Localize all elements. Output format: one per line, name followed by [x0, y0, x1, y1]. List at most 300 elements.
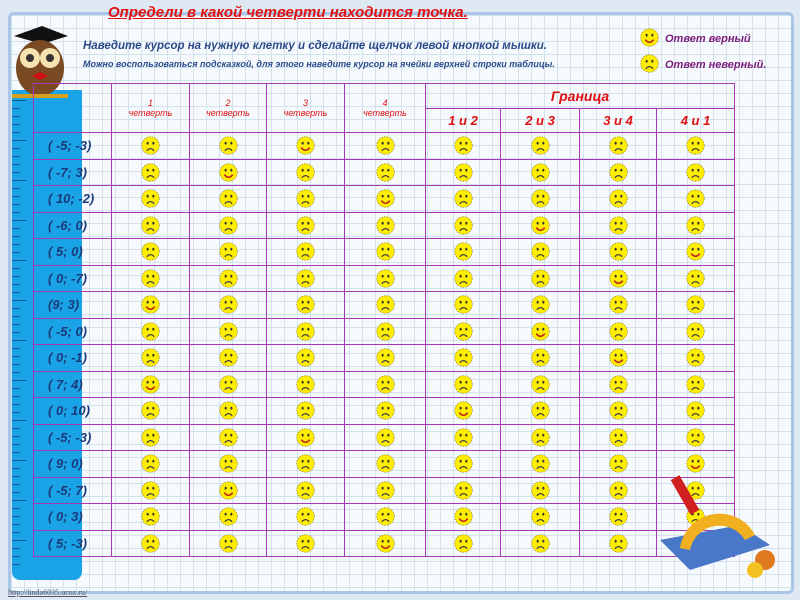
answer-cell[interactable]	[426, 424, 501, 451]
sad-smiley-icon	[296, 375, 315, 394]
answer-cell[interactable]	[426, 133, 501, 160]
answer-cell[interactable]	[501, 477, 580, 504]
happy-smiley-icon	[531, 216, 550, 235]
sad-smiley-icon	[296, 348, 315, 367]
sad-smiley-icon	[454, 136, 473, 155]
sad-smiley-icon	[686, 189, 705, 208]
happy-smiley-icon	[219, 481, 238, 500]
answer-cell[interactable]	[580, 424, 657, 451]
answer-cell[interactable]	[501, 398, 580, 425]
answer-cell[interactable]	[190, 133, 267, 160]
happy-smiley-icon	[296, 136, 315, 155]
answer-cell[interactable]	[112, 239, 190, 266]
answer-cell[interactable]	[580, 371, 657, 398]
ruler-tick	[12, 556, 20, 557]
answer-cell[interactable]	[426, 239, 501, 266]
answer-cell[interactable]	[426, 212, 501, 239]
sad-smiley-icon	[296, 242, 315, 261]
answer-cell[interactable]	[657, 133, 735, 160]
answer-cell[interactable]	[580, 318, 657, 345]
sad-smiley-icon	[376, 269, 395, 288]
ruler-tick	[12, 196, 20, 197]
sad-smiley-icon	[609, 401, 628, 420]
answer-cell[interactable]	[501, 530, 580, 557]
answer-cell[interactable]	[267, 504, 345, 531]
ruler-tick	[12, 284, 20, 285]
ruler-tick	[12, 300, 26, 301]
happy-smiley-icon	[141, 375, 160, 394]
happy-smiley-icon	[686, 242, 705, 261]
ruler-tick	[12, 476, 20, 477]
answer-cell[interactable]	[501, 212, 580, 239]
sad-smiley-icon	[609, 216, 628, 235]
answer-cell[interactable]	[345, 345, 426, 372]
sad-smiley-icon	[296, 507, 315, 526]
answer-cell[interactable]	[190, 265, 267, 292]
sad-smiley-icon	[609, 322, 628, 341]
answer-cell[interactable]	[345, 292, 426, 319]
answer-cell[interactable]	[267, 398, 345, 425]
answer-cell[interactable]	[345, 477, 426, 504]
sad-smiley-icon	[141, 163, 160, 182]
answer-cell[interactable]	[580, 504, 657, 531]
quarter-word: четверть	[206, 108, 250, 118]
ruler-tick	[12, 484, 20, 485]
sad-smiley-icon	[454, 295, 473, 314]
sad-smiley-icon	[376, 136, 395, 155]
answer-cell[interactable]	[426, 477, 501, 504]
sad-smiley-icon	[296, 534, 315, 553]
sad-smiley-icon	[686, 322, 705, 341]
table-row	[34, 186, 735, 213]
answer-cell[interactable]	[190, 212, 267, 239]
answer-cell[interactable]	[426, 451, 501, 478]
sad-smiley-icon	[219, 375, 238, 394]
answer-cell[interactable]	[112, 424, 190, 451]
answer-cell[interactable]	[657, 424, 735, 451]
sad-smiley-icon	[376, 216, 395, 235]
answer-cell[interactable]	[501, 451, 580, 478]
answer-cell[interactable]	[345, 159, 426, 186]
answer-cell[interactable]	[426, 186, 501, 213]
answer-cell[interactable]	[190, 345, 267, 372]
answer-cell[interactable]	[426, 159, 501, 186]
table-row	[34, 371, 735, 398]
answer-cell[interactable]	[345, 239, 426, 266]
answer-cell[interactable]	[112, 265, 190, 292]
answer-cell[interactable]	[501, 186, 580, 213]
sad-smiley-icon	[609, 428, 628, 447]
answer-cell[interactable]	[112, 159, 190, 186]
table-row	[34, 159, 735, 186]
answer-cell[interactable]	[190, 186, 267, 213]
sad-smiley-icon	[609, 136, 628, 155]
answer-cell[interactable]	[190, 398, 267, 425]
header-quarter-2[interactable]	[190, 84, 267, 133]
sad-smiley-icon	[141, 216, 160, 235]
answer-cell[interactable]	[190, 530, 267, 557]
answer-cell[interactable]	[426, 265, 501, 292]
ruler-tick	[12, 420, 26, 421]
quarter-word: четверть	[283, 108, 328, 118]
header-quarter-3[interactable]	[267, 84, 345, 133]
sad-smiley-icon	[376, 295, 395, 314]
table-row	[34, 345, 735, 372]
sad-smiley-icon	[219, 534, 238, 553]
answer-cell[interactable]	[657, 186, 735, 213]
answer-cell[interactable]	[580, 398, 657, 425]
answer-cell[interactable]	[345, 186, 426, 213]
answer-cell[interactable]	[657, 398, 735, 425]
answer-cell[interactable]	[580, 186, 657, 213]
sad-smiley-icon	[219, 348, 238, 367]
quarter-number: 2	[225, 98, 231, 108]
table-row	[34, 292, 735, 319]
answer-cell[interactable]	[580, 292, 657, 319]
footer-url-link[interactable]: http://linda6035.ucoz.ru/	[8, 588, 88, 597]
sad-smiley-icon	[296, 401, 315, 420]
ruler-tick	[12, 268, 20, 269]
answer-cell[interactable]	[112, 186, 190, 213]
sad-smiley-icon	[376, 322, 395, 341]
sad-smiley-icon	[609, 507, 628, 526]
sad-smiley-icon	[141, 189, 160, 208]
sad-smiley-icon	[686, 163, 705, 182]
answer-cell[interactable]	[112, 292, 190, 319]
answer-cell[interactable]	[426, 371, 501, 398]
sad-smiley-icon	[141, 534, 160, 553]
sad-smiley-icon	[686, 428, 705, 447]
point-label: (9; 3)	[34, 292, 112, 319]
sad-smiley-icon	[454, 242, 473, 261]
answer-cell[interactable]	[345, 265, 426, 292]
ruler-tick	[12, 108, 20, 109]
answer-cell[interactable]	[501, 371, 580, 398]
answer-cell[interactable]	[112, 345, 190, 372]
answer-cell[interactable]	[267, 345, 345, 372]
answer-cell[interactable]	[501, 504, 580, 531]
happy-smiley-icon	[454, 507, 473, 526]
happy-smiley-icon	[296, 428, 315, 447]
ruler-tick	[12, 348, 20, 349]
point-label: ( -5; -3)	[34, 133, 112, 160]
sad-smiley-icon	[376, 481, 395, 500]
sad-smiley-icon	[609, 295, 628, 314]
sad-smiley-icon	[141, 348, 160, 367]
answer-cell[interactable]	[267, 477, 345, 504]
answer-cell[interactable]	[267, 265, 345, 292]
answer-cell[interactable]	[426, 530, 501, 557]
answer-cell[interactable]	[345, 371, 426, 398]
answer-cell[interactable]	[112, 133, 190, 160]
ruler-tick	[12, 492, 20, 493]
answer-cell[interactable]	[267, 371, 345, 398]
ruler-tick	[12, 308, 20, 309]
answer-cell[interactable]	[657, 345, 735, 372]
answer-cell[interactable]	[190, 292, 267, 319]
ruler-tick	[12, 500, 26, 501]
answer-cell[interactable]	[112, 504, 190, 531]
answer-cell[interactable]	[501, 318, 580, 345]
answer-cell[interactable]	[267, 133, 345, 160]
table-row	[34, 318, 735, 345]
answer-cell[interactable]	[112, 530, 190, 557]
sad-smiley-icon	[454, 534, 473, 553]
answer-cell[interactable]	[580, 265, 657, 292]
sad-smiley-icon	[219, 136, 238, 155]
sad-smiley-icon	[219, 401, 238, 420]
answer-cell[interactable]	[267, 292, 345, 319]
ruler-tick	[12, 524, 20, 525]
answer-cell[interactable]	[501, 424, 580, 451]
sad-smiley-icon	[609, 163, 628, 182]
point-label: ( 5; 0)	[34, 239, 112, 266]
legend-incorrect	[640, 54, 766, 76]
answer-cell[interactable]	[345, 133, 426, 160]
ruler-tick	[12, 516, 20, 517]
sad-smiley-icon	[686, 375, 705, 394]
answer-cell[interactable]	[112, 318, 190, 345]
point-label: ( 5; -3)	[34, 530, 112, 557]
sad-smiley-icon	[454, 322, 473, 341]
ruler-tick	[12, 340, 26, 341]
answer-cell[interactable]	[345, 530, 426, 557]
answer-cell[interactable]	[345, 451, 426, 478]
ruler-tick	[12, 148, 20, 149]
happy-smiley-icon	[141, 295, 160, 314]
answer-cell[interactable]	[580, 345, 657, 372]
answer-cell[interactable]	[426, 398, 501, 425]
answer-cell[interactable]	[501, 265, 580, 292]
answer-cell[interactable]	[657, 318, 735, 345]
sad-smiley-icon	[531, 401, 550, 420]
sad-smiley-icon	[376, 428, 395, 447]
ruler-tick	[12, 252, 20, 253]
answer-cell[interactable]	[580, 133, 657, 160]
answer-cell[interactable]	[501, 292, 580, 319]
ruler-tick	[12, 260, 26, 261]
ruler-tick	[12, 508, 20, 509]
ruler-tick	[12, 124, 20, 125]
sad-smiley-icon	[296, 481, 315, 500]
answer-cell[interactable]	[580, 530, 657, 557]
answer-cell[interactable]	[580, 477, 657, 504]
answer-cell[interactable]	[501, 133, 580, 160]
answer-cell[interactable]	[112, 398, 190, 425]
answer-cell[interactable]	[345, 318, 426, 345]
answer-cell[interactable]	[501, 239, 580, 266]
sad-smiley-icon	[141, 242, 160, 261]
answer-cell[interactable]	[501, 159, 580, 186]
sad-smiley-icon	[296, 454, 315, 473]
ruler-tick	[12, 180, 26, 181]
sad-smiley-icon	[141, 454, 160, 473]
point-label: ( 0; -1)	[34, 345, 112, 372]
answer-cell[interactable]	[267, 186, 345, 213]
table-row	[34, 451, 735, 478]
answer-cell[interactable]	[345, 398, 426, 425]
header-border-title: Граница	[426, 84, 735, 109]
answer-cell[interactable]	[190, 451, 267, 478]
happy-smiley-icon	[376, 534, 395, 553]
sad-smiley-icon	[141, 322, 160, 341]
answer-cell[interactable]	[267, 159, 345, 186]
ruler-tick	[12, 548, 20, 549]
answer-cell[interactable]	[190, 477, 267, 504]
header-border-3-4[interactable]: 3 и 4	[580, 108, 657, 133]
ruler-tick	[12, 228, 20, 229]
sad-smiley-icon	[531, 269, 550, 288]
table-row	[34, 265, 735, 292]
answer-cell[interactable]	[345, 504, 426, 531]
sad-smiley-icon	[609, 375, 628, 394]
ruler-tick	[12, 156, 20, 157]
ruler-tick	[12, 428, 20, 429]
sad-smiley-icon	[141, 269, 160, 288]
header-border-2-3[interactable]: 2 и 3	[501, 108, 580, 133]
instruction-text: Наведите курсор на нужную клетку и сделайте щелчок левой кнопкой мышки.	[83, 40, 547, 52]
sad-smiley-icon	[219, 507, 238, 526]
answer-cell[interactable]	[426, 504, 501, 531]
answer-cell[interactable]	[267, 424, 345, 451]
ruler-tick	[12, 404, 20, 405]
ruler-tick	[12, 436, 20, 437]
sad-smiley-icon	[219, 295, 238, 314]
answer-cell[interactable]	[501, 345, 580, 372]
point-label: ( 7; 4)	[34, 371, 112, 398]
sad-smiley-icon	[531, 295, 550, 314]
ruler-tick	[12, 468, 20, 469]
answer-cell[interactable]	[112, 451, 190, 478]
answer-cell[interactable]	[190, 504, 267, 531]
answer-cell[interactable]	[267, 239, 345, 266]
point-label: ( -6; 0)	[34, 212, 112, 239]
answer-cell[interactable]	[426, 318, 501, 345]
ruler-tick	[12, 236, 20, 237]
answer-cell[interactable]	[657, 239, 735, 266]
header-quarter-1[interactable]	[112, 84, 190, 133]
header-quarter-4[interactable]	[345, 84, 426, 133]
answer-cell[interactable]	[657, 292, 735, 319]
legend-correct-label: Ответ верный	[665, 33, 751, 45]
sad-smiley-icon	[219, 269, 238, 288]
sad-smiley-icon	[376, 242, 395, 261]
answer-cell[interactable]	[112, 371, 190, 398]
point-label: ( -5; -3)	[34, 424, 112, 451]
sad-smiley-icon	[686, 216, 705, 235]
ruler-tick	[12, 380, 26, 381]
sad-smiley-icon	[531, 507, 550, 526]
sad-smiley-icon	[454, 481, 473, 500]
answer-cell[interactable]	[657, 212, 735, 239]
sad-smiley-icon	[609, 534, 628, 553]
answer-cell[interactable]	[112, 212, 190, 239]
point-label: ( 9; 0)	[34, 451, 112, 478]
sad-smiley-icon	[141, 136, 160, 155]
sad-smiley-icon	[454, 189, 473, 208]
sad-smiley-icon	[219, 454, 238, 473]
sad-smiley-icon	[686, 295, 705, 314]
ruler-tick	[12, 332, 20, 333]
ruler-tick	[12, 388, 20, 389]
ruler-tick	[12, 564, 20, 565]
quarter-word: четверть	[363, 108, 407, 118]
sad-smiley-icon	[376, 507, 395, 526]
school-tools-decoration-icon	[650, 470, 780, 580]
answer-cell[interactable]	[580, 239, 657, 266]
answer-cell[interactable]	[426, 345, 501, 372]
table-row	[34, 477, 735, 504]
ruler-tick	[12, 188, 20, 189]
answer-cell[interactable]	[267, 212, 345, 239]
answer-cell[interactable]	[190, 239, 267, 266]
sad-smiley-icon	[454, 163, 473, 182]
answer-cell[interactable]	[190, 318, 267, 345]
ruler-tick	[12, 132, 20, 133]
answer-cell[interactable]	[657, 371, 735, 398]
answer-cell[interactable]	[345, 212, 426, 239]
answer-cell[interactable]	[190, 371, 267, 398]
page-title: Определи в какой четверти находится точка.	[108, 4, 468, 21]
sad-smiley-icon	[686, 269, 705, 288]
answer-cell[interactable]	[112, 477, 190, 504]
hint-text: Можно воспользоваться подсказкой, для этого наведите курсор на ячейки верхней строки таблицы.	[83, 59, 555, 69]
ruler-tick	[12, 292, 20, 293]
sad-smiley-icon	[609, 189, 628, 208]
sad-smiley-icon	[531, 163, 550, 182]
quarter-number: 3	[302, 98, 308, 108]
sad-smiley-icon	[454, 454, 473, 473]
sad-smiley-icon	[296, 189, 315, 208]
ruler-tick	[12, 220, 26, 221]
header-border-4-1[interactable]: 4 и 1	[657, 108, 735, 133]
table-row	[34, 239, 735, 266]
ruler-tick	[12, 364, 20, 365]
happy-smiley-icon	[454, 401, 473, 420]
answer-cell[interactable]	[657, 265, 735, 292]
answer-cell[interactable]	[580, 451, 657, 478]
answer-cell[interactable]	[657, 159, 735, 186]
sad-smiley-icon	[376, 454, 395, 473]
sad-smiley-icon	[531, 242, 550, 261]
quarter-number: 4	[382, 98, 388, 108]
point-label: ( 10; -2)	[34, 186, 112, 213]
quarter-word: четверть	[128, 108, 173, 118]
answer-cell[interactable]	[426, 292, 501, 319]
sad-smiley-icon	[296, 322, 315, 341]
answer-cell[interactable]	[580, 159, 657, 186]
ruler-tick	[12, 396, 20, 397]
sad-smiley-icon	[609, 242, 628, 261]
answer-cell[interactable]	[345, 424, 426, 451]
answer-cell[interactable]	[267, 318, 345, 345]
sad-smiley-icon	[376, 401, 395, 420]
sad-smiley-icon	[531, 454, 550, 473]
point-label: ( -5; 7)	[34, 477, 112, 504]
answer-cell[interactable]	[190, 159, 267, 186]
answer-cell[interactable]	[190, 424, 267, 451]
ruler-tick	[12, 244, 20, 245]
answer-cell[interactable]	[580, 212, 657, 239]
answer-cell[interactable]	[267, 451, 345, 478]
table-row	[34, 530, 735, 557]
ruler-tick	[12, 444, 20, 445]
sad-smiley-icon	[531, 428, 550, 447]
answer-cell[interactable]	[267, 530, 345, 557]
sad-smiley-icon	[376, 375, 395, 394]
legend-incorrect-label: Ответ неверный.	[665, 59, 767, 71]
header-border-1-2[interactable]: 1 и 2	[426, 108, 501, 133]
